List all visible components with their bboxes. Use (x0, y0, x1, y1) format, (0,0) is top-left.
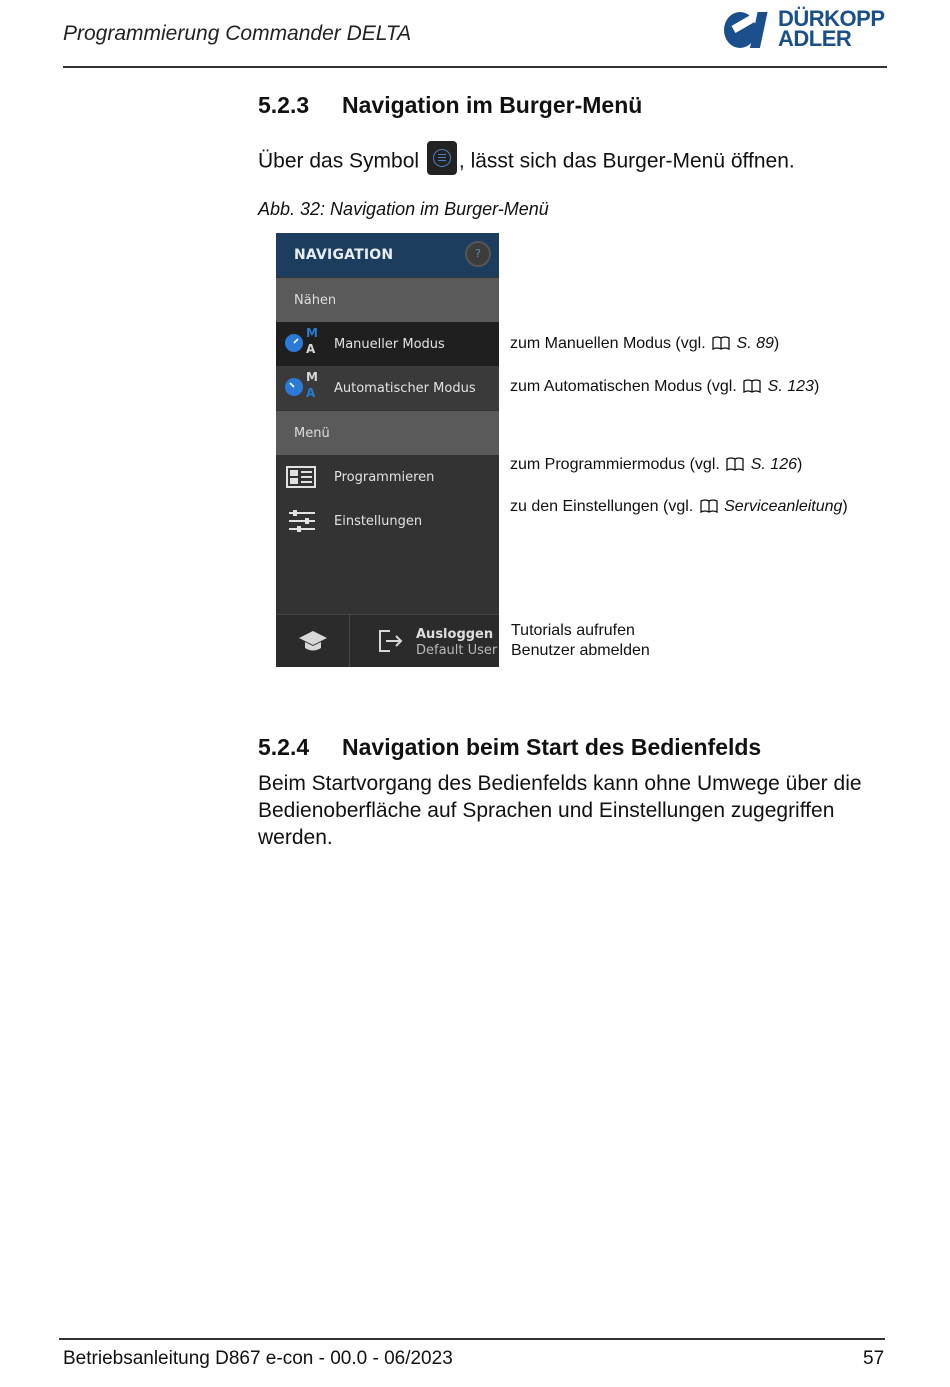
nav-item-manual-mode[interactable] (276, 322, 499, 366)
book-reference-icon (726, 457, 744, 471)
footer-document-info: Betriebsanleitung D867 e-con - 00.0 - 06/2023 (63, 1348, 453, 1369)
navigation-panel (276, 233, 499, 666)
group-header-menu (276, 411, 499, 455)
book-reference-icon (743, 379, 761, 393)
navigation-title: NAVIGATION (294, 247, 394, 263)
brand-logo (722, 6, 892, 54)
section-title: Navigation im Burger-Menü (342, 92, 643, 118)
section-number: 5.2.3 (258, 92, 310, 118)
nav-item-label: Automatischer Modus (334, 381, 476, 396)
figure-caption: Abb. 32: Navigation im Burger-Menü (258, 199, 549, 219)
logo-text-line1: DÜRKOPP (778, 6, 885, 31)
group-header-naehen (276, 278, 499, 322)
page-number: 57 (863, 1348, 885, 1369)
intro-paragraph (258, 145, 795, 179)
nav-item-programming[interactable] (276, 455, 499, 499)
help-icon[interactable]: ? (465, 241, 491, 267)
intro-text-before: Über das Symbol (258, 149, 420, 173)
nav-item-label: Einstellungen (334, 514, 423, 529)
settings-sliders-icon (288, 509, 316, 533)
programming-icon (286, 466, 316, 488)
book-reference-icon (700, 499, 718, 513)
intro-text-after: , lässt sich das Burger-Menü öffnen. (458, 149, 795, 173)
section-heading-5-2-4 (258, 734, 761, 761)
nav-item-label: Programmieren (334, 470, 435, 485)
section-number: 5.2.4 (258, 734, 310, 760)
group-label: Nähen (294, 293, 337, 308)
footer-divider (59, 1338, 885, 1340)
section-heading-5-2-3 (258, 92, 642, 119)
callout-logout: Benutzer abmelden (511, 642, 650, 659)
nav-item-automatic-mode[interactable] (276, 366, 499, 410)
footer-divider (349, 615, 350, 667)
tutorials-graduation-cap-icon[interactable] (298, 629, 328, 653)
nav-item-label: Manueller Modus (334, 337, 445, 352)
logout-username: Default User (416, 643, 498, 658)
nav-item-settings[interactable] (276, 499, 499, 543)
page-reference[interactable]: S. 126 (750, 456, 797, 473)
manual-mode-icon: M A (284, 330, 324, 362)
section-title: Navigation beim Start des Bedienfelds (342, 734, 762, 760)
logout-icon[interactable] (376, 627, 404, 655)
logout-label[interactable]: Ausloggen (416, 627, 494, 642)
navigation-footer (276, 614, 499, 667)
callout-manual-mode: zum Manuellen Modus (vgl. S. 89) (510, 335, 780, 352)
burger-menu-icon (427, 141, 457, 175)
page-reference[interactable]: S. 123 (767, 378, 814, 395)
callout-automatic-mode: zum Automatischen Modus (vgl. S. 123) (510, 378, 820, 395)
running-header-title: Programmierung Commander DELTA (63, 22, 412, 45)
callout-tutorials: Tutorials aufrufen (511, 622, 635, 639)
navigation-header (276, 233, 499, 277)
logo-text-line2: ADLER (778, 26, 852, 51)
header-divider (63, 66, 887, 68)
callout-programming: zum Programmiermodus (vgl. S. 126) (510, 456, 803, 473)
callout-settings: zu den Einstellungen (vgl. Serviceanleitung) (510, 498, 848, 515)
automatic-mode-icon: M A (284, 374, 324, 406)
page-reference[interactable]: Serviceanleitung (724, 498, 843, 515)
section-body-text: Beim Startvorgang des Bedienfelds kann ohne Umwege über die Bedienoberfläche auf Sprachen und Einstellungen zugegriffen werden. (258, 772, 862, 849)
page-reference[interactable]: S. 89 (736, 335, 774, 352)
book-reference-icon (712, 336, 730, 350)
logo-mark-icon (722, 10, 774, 50)
group-label: Menü (294, 426, 330, 441)
